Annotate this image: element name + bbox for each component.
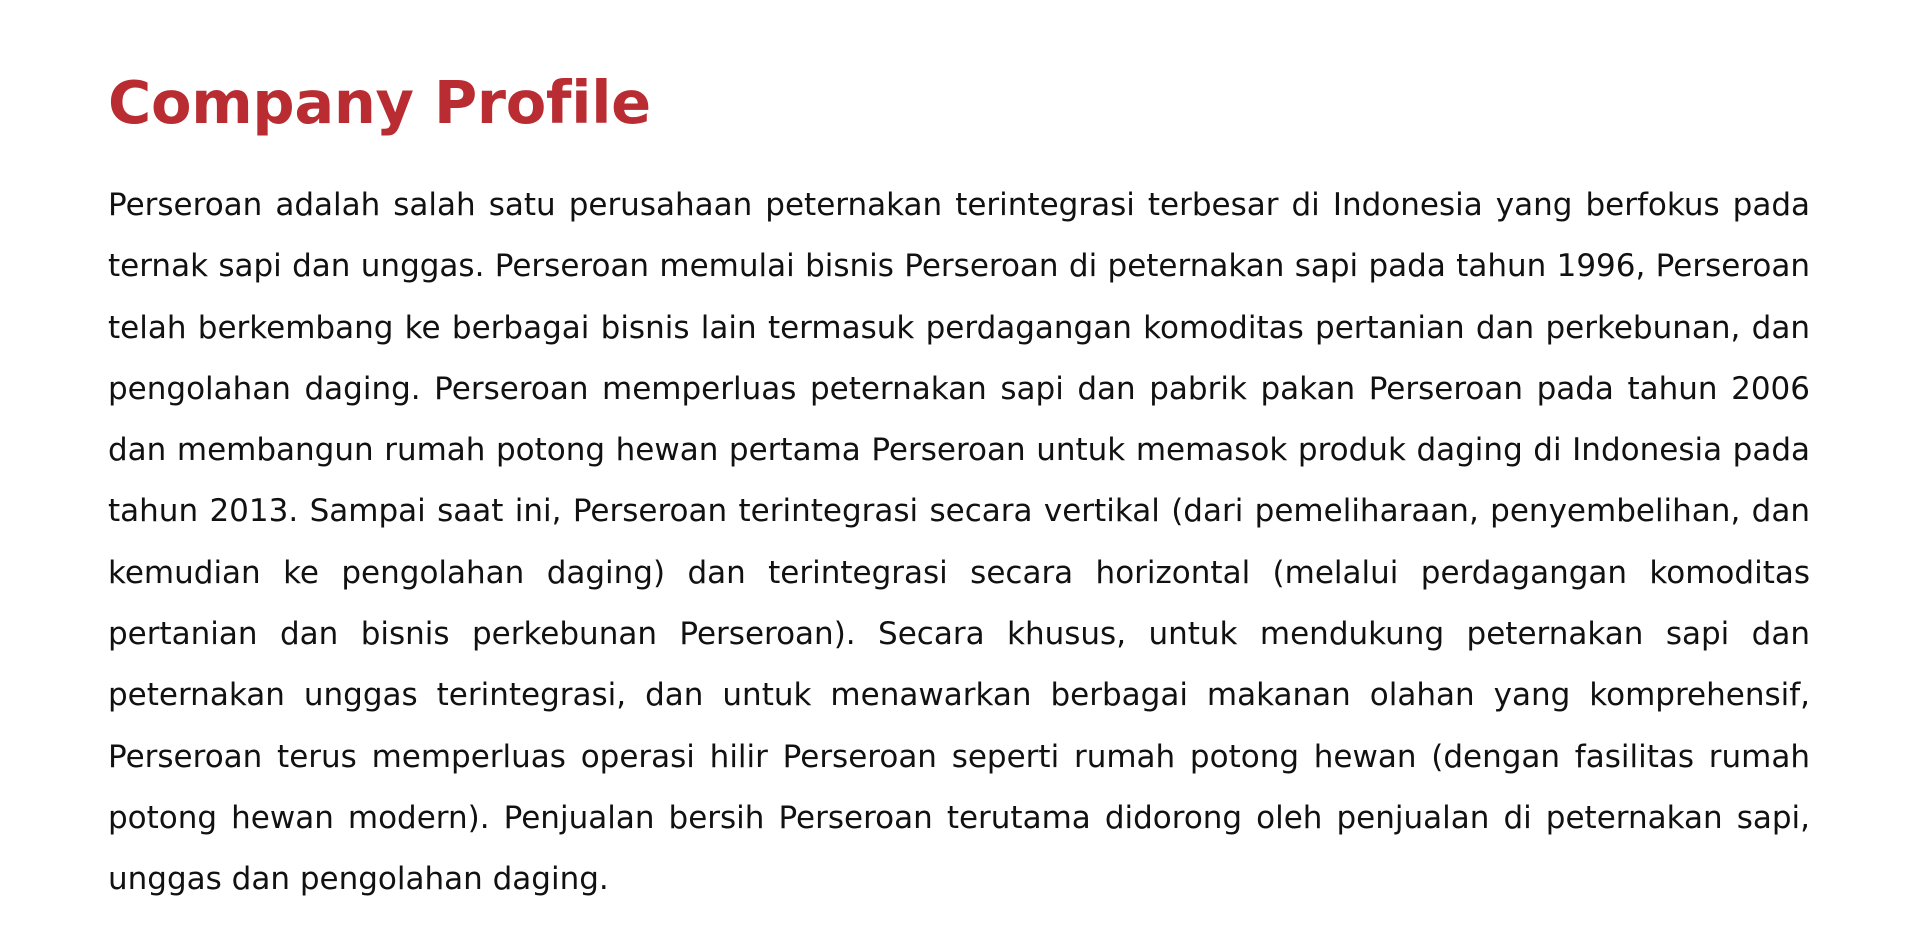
page-title: Company Profile (108, 68, 651, 137)
company-description-paragraph: Perseroan adalah salah satu perusahaan peternakan terintegrasi terbesar di Indonesia yang berfokus pada ternak sapi dan unggas. Perseroan memulai bisnis Perseroan di peternakan sapi pada tahun 1996, Perseroan telah berkembang ke berbagai bisnis lain termasuk perdagangan komoditas pertanian dan perkebunan, dan pengolahan daging. Perseroan memperluas peternakan sapi dan pabrik pakan Perseroan pada tahun 2006 dan membangun rumah potong hewan pertama Perseroan untuk memasok produk daging di Indonesia pada tahun 2013. Sampai saat ini, Perseroan terintegrasi secara vertikal (dari pemeliharaan, penyembelihan, dan kemudian ke pengolahan daging) dan terintegrasi secara horizontal (melalui perdagangan komoditas pertanian dan bisnis perkebunan Perseroan). Secara khusus, untuk mendukung peternakan sapi dan peternakan unggas terintegrasi, dan untuk menawarkan berbagai makanan olahan yang komprehensif, Perseroan terus memperluas operasi hilir Perseroan seperti rumah potong hewan (dengan fasilitas rumah potong hewan modern). Penjualan bersih Perseroan terutama didorong oleh penjualan di peternakan sapi, unggas dan pengolahan daging. (108, 187, 1810, 898)
